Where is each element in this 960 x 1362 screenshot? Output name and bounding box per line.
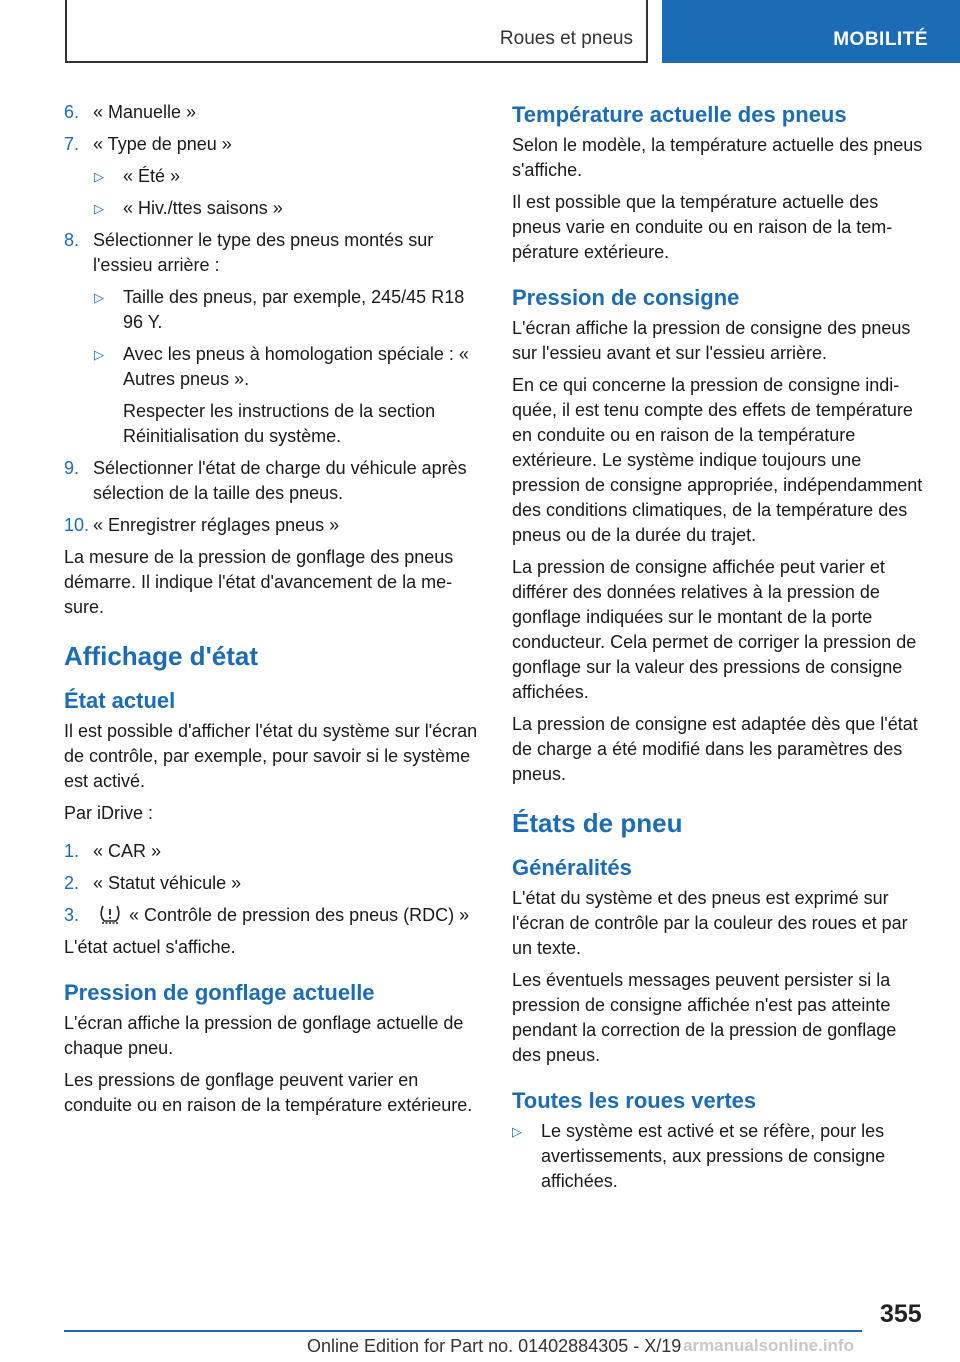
paragraph: Les pressions de gonflage peuvent varier en conduite ou en raison de la température extérieure. (64, 1070, 473, 1115)
triangle-bullet-icon: ▷ (94, 169, 104, 184)
step-text: Sélectionner le type des pneus montés sur l'essieu arrière : (93, 230, 434, 275)
list-item (64, 903, 478, 928)
step-text: « Type de pneu » (93, 134, 232, 154)
bullet-text: « Hiv./ttes saisons » (123, 198, 283, 218)
paragraph: La pression de consigne affichée peut varier et différer des données relatives à la pression de gonflage indiquées sur le montant de la porte conducteur. Cela permet de corriger la pression de gonflage sur la valeur des pressions de consigne affichées. (512, 557, 917, 702)
step-text: Sélectionner l'état de charge du véhicule après sélection de la taille des pneus. (93, 458, 467, 503)
step-number: 3. (64, 905, 80, 925)
paragraph: Par iDrive : (64, 803, 154, 823)
step-number: 10. (64, 515, 90, 535)
step-text: « CAR » (93, 841, 162, 861)
subsection-heading: État actuel (64, 688, 176, 713)
triangle-bullet-icon: ▷ (94, 201, 104, 216)
section-heading: Affichage d'état (64, 641, 258, 671)
tire-pressure-warning-icon (99, 904, 121, 924)
list-item (64, 513, 478, 538)
paragraph: L'état actuel s'affiche. (64, 937, 236, 957)
paragraph: L'écran affiche la pression de gonflage actuelle de chaque pneu. (64, 1013, 464, 1058)
bullet-item (94, 285, 478, 335)
triangle-bullet-icon: ▷ (512, 1124, 522, 1139)
paragraph: Il est possible d'afficher l'état du système sur l'écran de contrôle, par exemple, pour savoir si le système est activé. (64, 721, 478, 791)
step-text: « Manuelle » (93, 102, 197, 122)
step-number: 8. (64, 230, 80, 250)
step-number: 2. (64, 873, 80, 893)
subsection-heading: Pression de consigne (512, 285, 740, 310)
header-section-box (65, 0, 648, 63)
footer-divider (64, 1330, 862, 1332)
right-column (512, 100, 926, 1201)
footer-watermark: armanualsonline.info (683, 1336, 854, 1355)
subsection-heading: Température actuelle des pneus (512, 102, 847, 127)
bullet-item (94, 342, 478, 392)
bullet-text: « Été » (123, 166, 181, 186)
header-chapter-title: MOBILITÉ (833, 28, 928, 50)
list-item (64, 228, 478, 278)
paragraph: Il est possible que la température actuelle des pneus varie en conduite ou en raison de la température extérieure. (512, 192, 893, 262)
step-number: 9. (64, 458, 80, 478)
left-column (64, 100, 478, 1125)
step-number: 1. (64, 841, 80, 861)
subsection-heading: Toutes les roues vertes (512, 1088, 757, 1113)
bullet-item (94, 164, 478, 189)
bullet-text: Le système est activé et se réfère, pour les avertissements, aux pressions de consigne affichées. (541, 1121, 886, 1191)
page-number: 355 (880, 1300, 922, 1328)
step-number: 7. (64, 134, 80, 154)
list-item (64, 100, 478, 125)
bullet-item (512, 1119, 926, 1194)
paragraph: Les éventuels messages peuvent persister si la pression de consigne affichée n'est pas atteinte pendant la correction de la pression de gonflage des pneus. (512, 970, 897, 1065)
bullet-item (94, 196, 478, 221)
paragraph: La pression de consigne est adaptée dès que l'état de charge a été modifié dans les paramètres des pneus. (512, 714, 918, 784)
footer-edition: Online Edition for Part no. 01402884305 - X/19 (307, 1336, 682, 1356)
list-item (64, 132, 478, 157)
list-item (64, 839, 478, 864)
triangle-bullet-icon: ▷ (94, 347, 104, 362)
subsection-heading: Généralités (512, 855, 632, 880)
step-text: « Statut véhicule » (93, 873, 242, 893)
bullet-text: Taille des pneus, par exemple, 245/45 R18 96 Y. (123, 287, 465, 332)
paragraph: La mesure de la pression de gonflage des pneus démarre. Il indique l'état d'avancement de la mesure. (64, 547, 454, 617)
bullet-note: Respecter les instructions de la section Réinitialisation du système. (123, 401, 436, 446)
header-section-title: Roues et pneus (499, 27, 633, 49)
list-item (64, 871, 478, 896)
header-chapter-tab (662, 0, 960, 63)
triangle-bullet-icon: ▷ (94, 290, 104, 305)
list-item (64, 456, 478, 506)
step-number: 6. (64, 102, 80, 122)
paragraph: Selon le modèle, la température actuelle des pneus s'affiche. (512, 135, 923, 180)
step-text: « Enregistrer réglages pneus » (93, 515, 340, 535)
step-text: « Contrôle de pression des pneus (RDC) » (129, 905, 470, 925)
paragraph: En ce qui concerne la pression de consigne indiquée, il est tenu compte des effets de température en conduite ou en raison de la température extérieure. Le système indique toujours une pression de consigne appropriée, indépendamment des conditions climatiques, de la température des pneus ou de la durée du trajet. (512, 375, 923, 545)
subsection-heading: Pression de gonflage actuelle (64, 980, 375, 1005)
paragraph: L'écran affiche la pression de consigne des pneus sur l'essieu avant et sur l'essieu arrière. (512, 318, 911, 363)
paragraph: L'état du système et des pneus est exprimé sur l'écran de contrôle par la couleur des roues et par un texte. (512, 888, 908, 958)
bullet-text: Avec les pneus à homologation spéciale : « Autres pneus ». (123, 344, 469, 389)
section-heading: États de pneu (512, 808, 683, 838)
